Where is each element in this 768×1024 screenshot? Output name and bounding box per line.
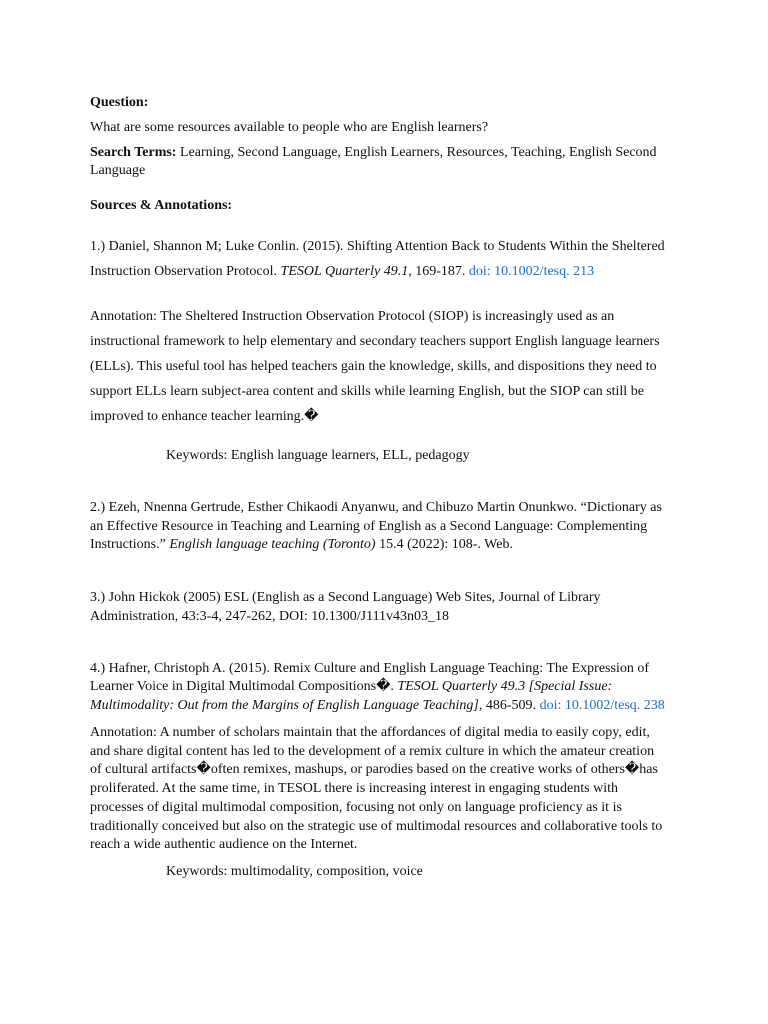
source-1-pages: , 169-187.: [408, 264, 469, 279]
search-terms-text: Learning, Second Language, English Learners, Resources, Teaching, English Second Language: [90, 145, 657, 178]
source-4-pages: , 486-509.: [478, 697, 540, 713]
source-2-text: 2.) Ezeh, Nnenna Gertrude, Esther Chikaodi Anyanwu, and Chibuzo Martin Onunkwo. “Dictionary as an Effective Resource in Teaching and Learning of English as a Second Language: Complementing Instructions.”: [90, 500, 662, 552]
search-terms: [90, 144, 668, 180]
source-2-journal: English language teaching (Toronto): [169, 537, 376, 552]
source-3-citation: 3.) John Hickok (2005) ESL (English as a Second Language) Web Sites, Journal of Library Administration, 43:3-4, 247-262, DOI: 10.1300/J111v43n03_18: [90, 589, 601, 624]
source-1-text: 1.) Daniel, Shannon M; Luke Conlin. (2015). Shifting Attention Back to Students Within the Sheltered Instruction Observation Protocol.: [90, 239, 665, 279]
search-terms-label: Search Terms:: [90, 145, 177, 160]
source-4-citation: [90, 660, 668, 716]
source-1-journal: TESOL Quarterly 49.1: [280, 264, 409, 279]
source-4-journal: TESOL Quarterly 49.3 [Special Issue: Multimodality: Out from the Margins of English Language Teaching]: [90, 679, 613, 713]
source-1-citation: [90, 234, 668, 284]
source-4-annotation: Annotation: A number of scholars maintain that the affordances of digital media to easily copy, edit, and share digital content has led to the development of a remix culture in which the amateur creation of cultural artifacts�often remixes, mashups, or parodies based on the creative works of others�has proliferated. At the same time, in TESOL there is increasing interest in engaging students with processes of digital multimodal composition, focusing not only on language proficiency as it is traditionally conceived but also on the strategic use of multimodal resources and collaborative tools to reach a wide authentic audience on the Internet.: [90, 725, 663, 853]
source-1-keywords: Keywords: English language learners, ELL, pedagogy: [166, 448, 470, 463]
source-4-keywords: Keywords: multimodality, composition, voice: [166, 863, 423, 879]
document-body: [90, 90, 668, 881]
question-text: What are some resources available to people who are English learners?: [90, 120, 489, 135]
source-1-doi-link[interactable]: doi: 10.1002/tesq. 213: [468, 264, 595, 279]
question-label: Question:: [90, 95, 149, 110]
source-2-citation: [90, 499, 668, 555]
sources-heading: Sources & Annotations:: [90, 198, 233, 213]
source-4-text: 4.) Hafner, Christoph A. (2015). Remix Culture and English Language Teaching: The Expression of Learner Voice in Digital Multimodal Compositions�.: [90, 660, 649, 694]
source-2-details: 15.4 (2022): 108-. Web.: [375, 537, 513, 552]
source-1-annotation: Annotation: The Sheltered Instruction Observation Protocol (SIOP) is increasingly used as an instructional framework to help elementary and secondary teachers support English language learners (ELLs). This useful tool has helped teachers gain the knowledge, skills, and dispositions they need to support ELLs learn subject-area content and skills while learning English, but the SIOP can still be improved to enhance teacher learning.�: [90, 309, 660, 424]
source-4-doi-link[interactable]: doi: 10.1002/tesq. 238: [539, 697, 665, 713]
